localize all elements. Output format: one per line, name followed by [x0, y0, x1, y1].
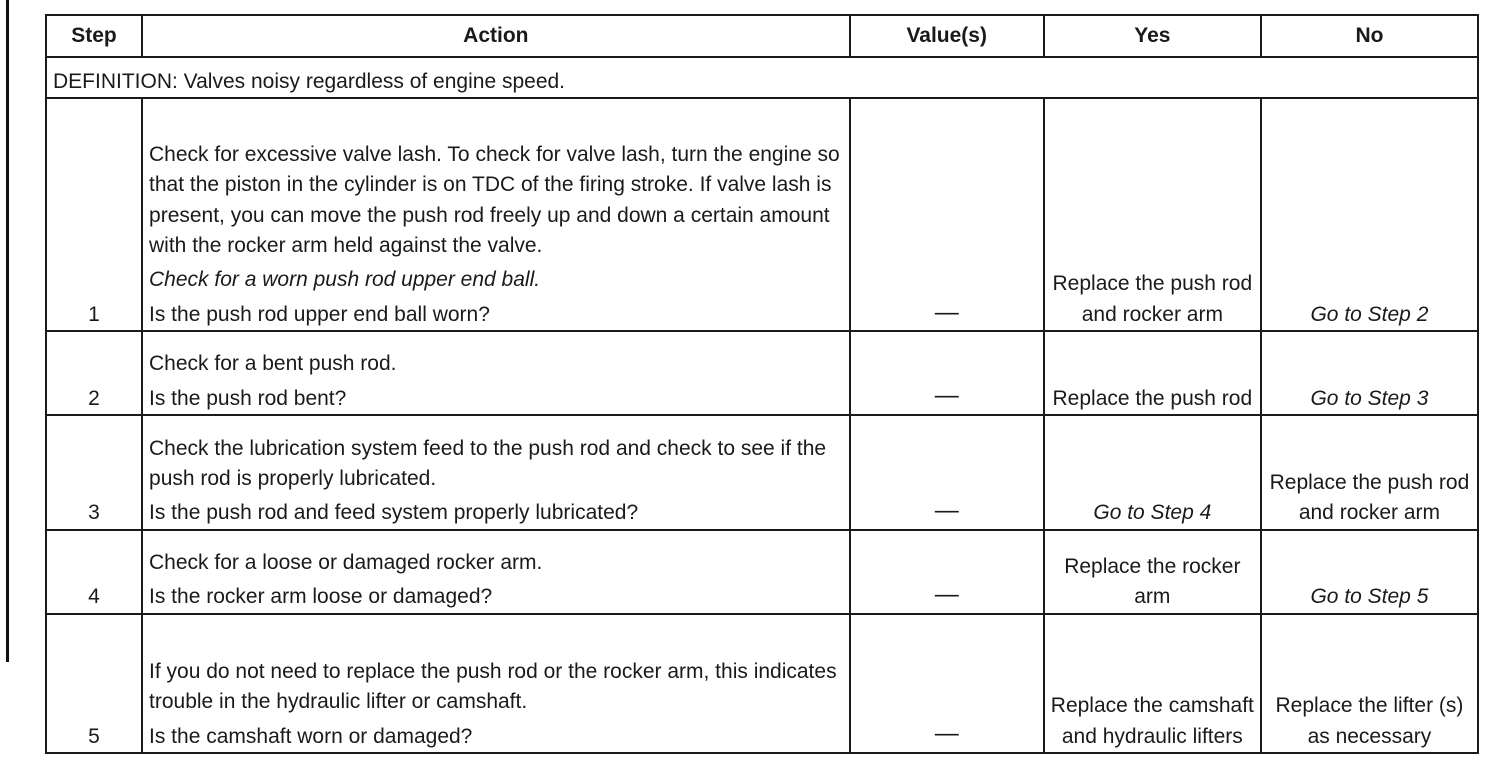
definition-row: [46, 57, 1478, 98]
action-cell: [142, 331, 850, 415]
value-cell: —: [850, 98, 1044, 331]
header-values: Value(s): [850, 15, 1044, 57]
action-text: Check for a loose or damaged rocker arm.: [149, 550, 543, 574]
step-number: 5: [46, 614, 142, 753]
no-cell: Replace the lifter (s) as necessary: [1261, 614, 1478, 753]
table-row: [46, 98, 1478, 331]
action-cell: [142, 614, 850, 753]
table-row: [46, 614, 1478, 753]
header-yes: Yes: [1044, 15, 1261, 57]
diagnostic-table: [45, 14, 1479, 754]
action-cell: [142, 98, 850, 331]
action-question: Is the push rod bent?: [149, 386, 347, 410]
action-text: Check for a worn push rod upper end ball.: [149, 268, 541, 292]
action-question: Is the rocker arm loose or damaged?: [149, 585, 493, 609]
action-text: Check for excessive valve lash. To check for valve lash, turn the engine so that the piston in the cylinder is on TDC of the firing stroke. If valve lash is present, you can move the push rod freely up and down a certain amount with the rocker arm held against the valve.: [149, 142, 840, 257]
action-cell: [142, 530, 850, 614]
yes-cell: Replace the push rod: [1044, 331, 1261, 415]
definition-text: DEFINITION: Valves noisy regardless of engine speed.: [46, 57, 1478, 98]
table-row: [46, 331, 1478, 415]
yes-cell: Replace the rocker arm: [1044, 530, 1261, 614]
value-cell: —: [850, 614, 1044, 753]
margin-bar: [6, 0, 9, 662]
action-text: Check for a bent push rod.: [149, 352, 397, 376]
step-number: 2: [46, 331, 142, 415]
value-cell: —: [850, 415, 1044, 530]
no-cell: Go to Step 2: [1261, 98, 1478, 331]
table-row: [46, 530, 1478, 614]
step-number: 3: [46, 415, 142, 530]
yes-cell: Go to Step 4: [1044, 415, 1261, 530]
action-text: Check the lubrication system feed to the push rod and check to see if the push rod is properly lubricated.: [149, 436, 827, 490]
action-question: Is the push rod upper end ball worn?: [149, 302, 490, 326]
no-cell: Go to Step 3: [1261, 331, 1478, 415]
step-number: 4: [46, 530, 142, 614]
action-text: If you do not need to replace the push rod or the rocker arm, this indicates trouble in the hydraulic lifter or camshaft.: [149, 659, 837, 714]
value-cell: —: [850, 530, 1044, 614]
action-question: Is the push rod and feed system properly lubricated?: [149, 501, 639, 525]
action-question: Is the camshaft worn or damaged?: [149, 724, 473, 748]
yes-cell: Replace the push rod and rocker arm: [1044, 98, 1261, 331]
no-cell: Go to Step 5: [1261, 530, 1478, 614]
table-row: [46, 415, 1478, 530]
header-step: Step: [46, 15, 142, 57]
no-cell: Replace the push rod and rocker arm: [1261, 415, 1478, 530]
header-no: No: [1261, 15, 1478, 57]
header-action: Action: [142, 15, 850, 57]
step-number: 1: [46, 98, 142, 331]
header-row: [46, 15, 1478, 57]
action-cell: [142, 415, 850, 530]
value-cell: —: [850, 331, 1044, 415]
yes-cell: Replace the camshaft and hydraulic lifters: [1044, 614, 1261, 753]
